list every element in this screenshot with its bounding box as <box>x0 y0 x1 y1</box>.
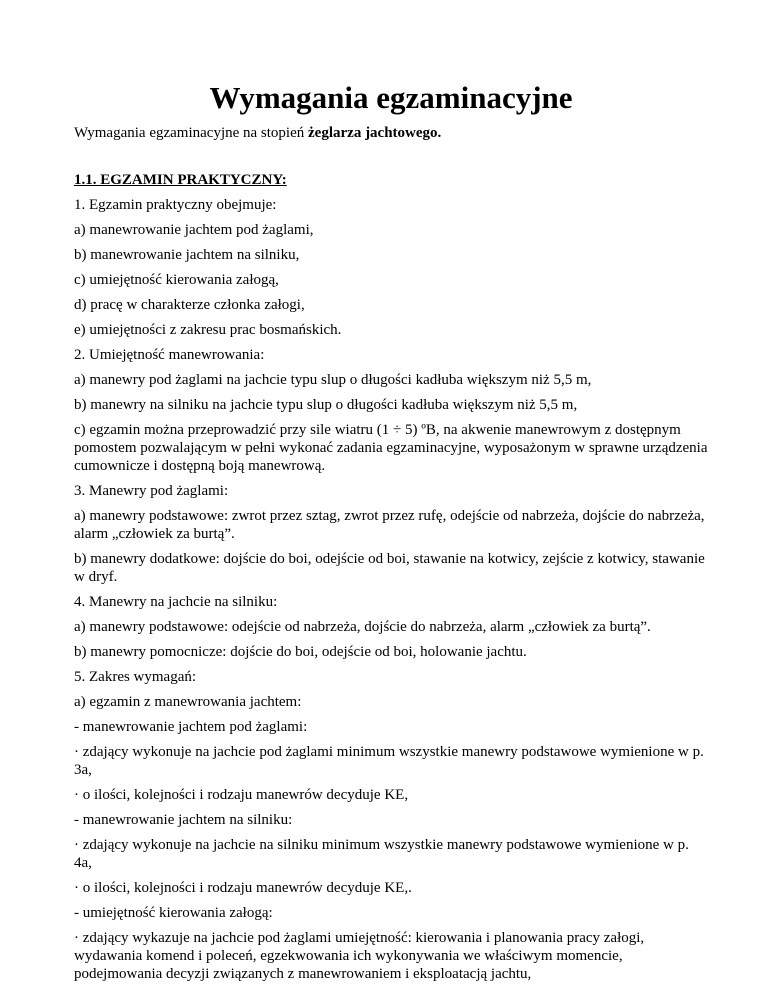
paragraph: 3. Manewry pod żaglami: <box>74 483 229 499</box>
paragraph: a) manewry podstawowe: odejście od nabrzeża, dojście do nabrzeża, alarm „człowiek za burtą”. <box>74 619 651 635</box>
paragraph: · zdający wykonuje na jachcie pod żaglami minimum wszystkie manewry podstawowe wymienione w p. 3a, <box>74 744 704 778</box>
paragraph: b) manewry pomocnicze: dojście do boi, odejście od boi, holowanie jachtu. <box>74 644 527 660</box>
paragraph: b) manewry na silniku na jachcie typu slup o długości kadłuba większym niż 5,5 m, <box>74 397 578 413</box>
paragraph: 1. Egzamin praktyczny obejmuje: <box>74 197 277 213</box>
paragraph: b) manewry dodatkowe: dojście do boi, odejście od boi, stawanie na kotwicy, zejście z kotwicy, stawanie w dryf. <box>74 551 705 585</box>
paragraph: c) egzamin można przeprowadzić przy sile wiatru (1 ÷ 5) ºB, na akwenie manewrowym z dostępnym pomostem pozwalającym w pełni wykonać zadania egzaminacyjne, wyposażonym w sprawne urządzenia cumownicze i dostępną boją manewrową. <box>74 422 708 474</box>
paragraph: · o ilości, kolejności i rodzaju manewrów decyduje KE,. <box>74 880 412 896</box>
paragraph: - umiejętność kierowania załogą: <box>74 905 273 921</box>
paragraph: e) umiejętności z zakresu prac bosmańskich. <box>74 322 342 338</box>
intro-plain: Wymagania egzaminacyjne na stopień <box>74 125 309 141</box>
paragraph: 4. Manewry na jachcie na silniku: <box>74 594 278 610</box>
paragraph: - manewrowanie jachtem pod żaglami: <box>74 719 308 735</box>
paragraph: 2. Umiejętność manewrowania: <box>74 347 265 363</box>
section-heading: 1.1. EGZAMIN PRAKTYCZNY: <box>74 172 287 188</box>
intro-text <box>74 124 708 143</box>
paragraph: · zdający wykonuje na jachcie na silniku minimum wszystkie manewry podstawowe wymienione w p. 4a, <box>74 837 689 871</box>
paragraph: a) manewrowanie jachtem pod żaglami, <box>74 222 314 238</box>
paragraph: · zdający wykazuje na jachcie pod żaglami umiejętność: kierowania i planowania pracy załogi, wydawania komend i poleceń, egzekwowania ich wykonywania we właściwym momencie, podejmowania decyzji związanych z manewrowaniem i eksploatacją jachtu, <box>74 930 645 982</box>
paragraph: a) manewry pod żaglami na jachcie typu slup o długości kadłuba większym niż 5,5 m, <box>74 372 592 388</box>
paragraph: d) pracę w charakterze członka załogi, <box>74 297 305 313</box>
paragraph: a) egzamin z manewrowania jachtem: <box>74 694 302 710</box>
paragraph: - manewrowanie jachtem na silniku: <box>74 812 293 828</box>
intro-bold: żeglarza jachtowego. <box>308 125 442 141</box>
paragraph: · o ilości, kolejności i rodzaju manewrów decyduje KE, <box>74 787 409 803</box>
paragraph: 5. Zakres wymagań: <box>74 669 197 685</box>
paragraph: a) manewry podstawowe: zwrot przez sztag, zwrot przez rufę, odejście od nabrzeża, dojście do nabrzeża, alarm „człowiek za burtą”. <box>74 508 705 542</box>
paragraph: c) umiejętność kierowania załogą, <box>74 272 279 288</box>
page-title: Wymagania egzaminacyjne <box>209 80 573 115</box>
paragraph-list <box>74 196 708 983</box>
paragraph: b) manewrowanie jachtem na silniku, <box>74 247 300 263</box>
